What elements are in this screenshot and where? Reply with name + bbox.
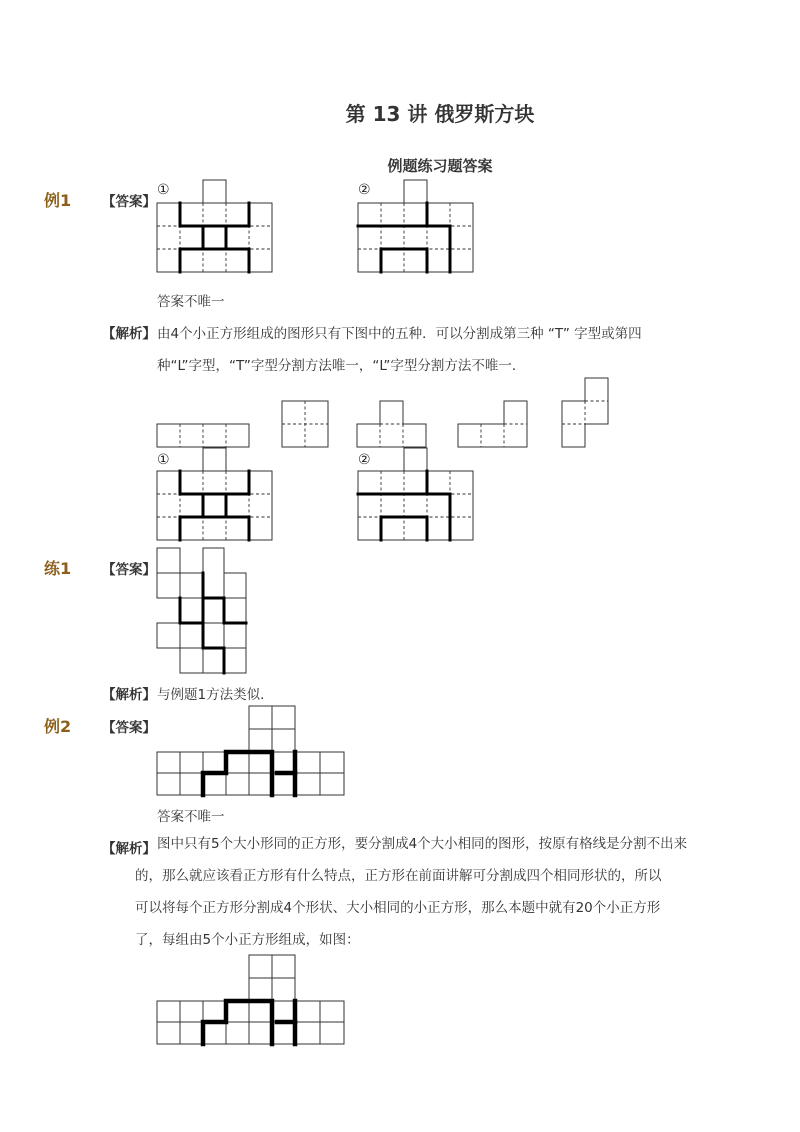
example-2-answer-figure — [157, 706, 349, 798]
example-1-answer-tag: 【答案】 — [102, 194, 156, 210]
example-1-analysis-tag: 【解析】 — [102, 326, 156, 342]
tetromino-l-shape — [458, 401, 532, 451]
figure-mark-1: ① — [157, 182, 170, 198]
practice-1-answer-figure — [157, 548, 251, 676]
tetromino-t-shape — [357, 401, 431, 451]
example-2-analysis-tag: 【解析】 — [102, 841, 156, 857]
tetromino-i-shape — [157, 424, 253, 450]
analysis-line: 的，那么就应该看正方形有什么特点，正方形在前面讲解可分割成四个相同形状的，所以 — [135, 868, 662, 884]
analysis-line: 图中只有5个大小形同的正方形，要分割成4个大小相同的图形，按原有格线是分割不出来 — [157, 836, 688, 852]
example-1-analysis-line-2: 种“L”字型，“T”字型分割方法唯一，“L”字型分割方法不唯一． — [157, 358, 526, 374]
example-1-note: 答案不唯一 — [157, 294, 225, 310]
example-2-analysis — [135, 828, 737, 956]
practice-1-label: 练1 — [44, 559, 72, 578]
example-2-answer-tag: 【答案】 — [102, 720, 156, 736]
example-1-label: 例1 — [44, 191, 72, 210]
page-subtitle: 例题练习题答案 — [387, 157, 493, 175]
example-1-analysis-figure-1 — [157, 448, 277, 544]
page-title: 第 13 讲 俄罗斯方块 — [345, 102, 535, 126]
analysis-line: 了，每组由5个小正方形组成，如图： — [135, 932, 360, 948]
example-1-analysis-figure-2 — [358, 448, 478, 544]
figure-mark-3: ① — [157, 452, 170, 468]
tetromino-o-shape — [282, 401, 332, 451]
example-1-analysis-line-1: 由4个小正方形组成的图形只有下图中的五种．可以分割成第三种 “T” 字型或第四 — [157, 326, 642, 342]
tetromino-s-shape — [562, 378, 612, 451]
example-2-note: 答案不唯一 — [157, 809, 225, 825]
practice-1-analysis-text: 与例题1方法类似． — [157, 687, 274, 703]
example-1-answer-figure-2 — [358, 180, 478, 276]
practice-1-answer-tag: 【答案】 — [102, 562, 156, 578]
analysis-line: 可以将每个正方形分割成4个形状、大小相同的小正方形，那么本题中就有20个小正方形 — [135, 900, 661, 916]
example-2-label: 例2 — [44, 717, 72, 736]
figure-mark-4: ② — [358, 452, 371, 468]
example-2-analysis-figure — [157, 955, 349, 1047]
example-1-answer-figure-1 — [157, 180, 277, 276]
figure-mark-2: ② — [358, 182, 371, 198]
practice-1-analysis-tag: 【解析】 — [102, 687, 156, 703]
